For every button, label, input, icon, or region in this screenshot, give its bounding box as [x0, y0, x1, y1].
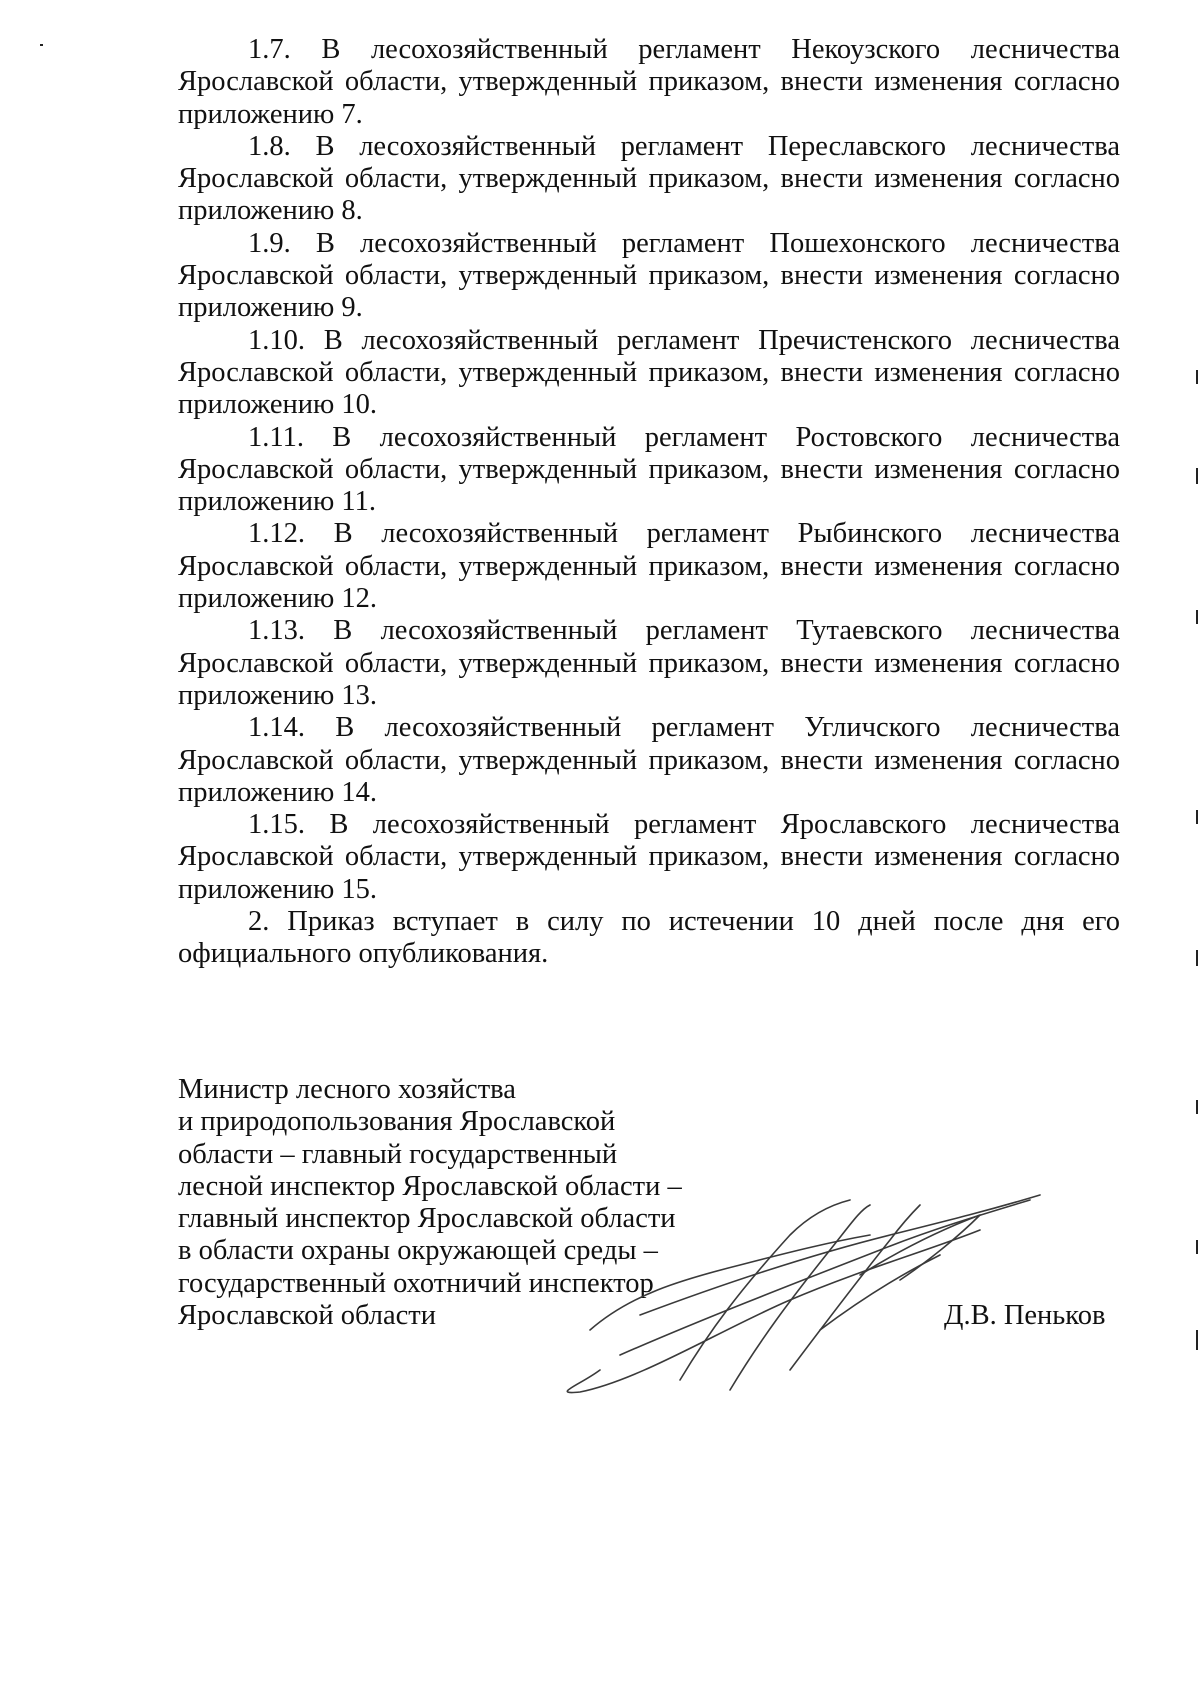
scan-mark [1196, 1100, 1198, 1114]
signature-stroke [640, 1195, 1040, 1315]
paragraph-1-13: 1.13. В лесохозяйственный регламент Тутаевского лесничества Ярославской области, утвержденный приказом, внести изменения согласно приложению 13. [178, 615, 1120, 711]
signature-stroke [790, 1205, 920, 1370]
signatory-title-line: государственный охотничий инспектор [178, 1267, 654, 1299]
signature-stroke [860, 1215, 980, 1280]
signatory-title-line: и природопользования Ярославской [178, 1106, 616, 1138]
scan-mark [40, 44, 43, 46]
order-body [178, 34, 1120, 971]
paragraph-1-7: 1.7. В лесохозяйственный регламент Некоузского лесничества Ярославской области, утвержденный приказом, внести изменения согласно приложению 7. [178, 34, 1120, 130]
paragraph-1-12: 1.12. В лесохозяйственный регламент Рыбинского лесничества Ярославской области, утвержденный приказом, внести изменения согласно приложению 12. [178, 518, 1120, 615]
scan-mark [1196, 370, 1198, 384]
signatory-title-line: области – главный государственный [178, 1138, 618, 1170]
scan-mark [1196, 1240, 1198, 1254]
signatory-name: Д.В. Пеньков [944, 1300, 1106, 1331]
signatory-title-line: в области охраны окружающей среды – [178, 1235, 658, 1267]
signature-stroke [680, 1200, 850, 1380]
paragraph-1-8: 1.8. В лесохозяйственный регламент Переславского лесничества Ярославской области, утвержденный приказом, внести изменения согласно приложению 8. [178, 130, 1120, 227]
signature-stroke [730, 1205, 870, 1390]
paragraph-1-11: 1.11. В лесохозяйственный регламент Ростовского лесничества Ярославской области, утвержденный приказом, внести изменения согласно приложению 11. [178, 421, 1120, 518]
signatory-title-line: Министр лесного хозяйства [178, 1074, 516, 1105]
paragraph-1-9: 1.9. В лесохозяйственный регламент Пошехонского лесничества Ярославской области, утвержденный приказом, внести изменения согласно приложению 9. [178, 227, 1120, 324]
paragraph-2: 2. Приказ вступает в силу по истечении 10 дней после дня его официального опубликования. [178, 906, 1120, 970]
scan-mark [1196, 1330, 1198, 1350]
handwritten-signature [560, 1180, 1070, 1400]
paragraph-1-10: 1.10. В лесохозяйственный регламент Пречистенского лесничества Ярославской области, утвержденный приказом, внести изменения согласно приложению 10. [178, 324, 1120, 421]
paragraph-1-14: 1.14. В лесохозяйственный регламент Угличского лесничества Ярославской области, утвержденный приказом, внести изменения согласно приложению 14. [178, 712, 1120, 808]
scan-mark [1196, 810, 1198, 824]
paragraph-1-15: 1.15. В лесохозяйственный регламент Ярославского лесничества Ярославской области, утвержденный приказом, внести изменения согласно приложению 15. [178, 809, 1120, 905]
signatory-title-line: лесной инспектор Ярославской области – [178, 1170, 682, 1202]
scan-mark [1196, 610, 1198, 624]
signatory-title-line: главный инспектор Ярославской области [178, 1203, 676, 1235]
scan-mark [1196, 468, 1198, 484]
signatory-title-line: Ярославской области [178, 1300, 436, 1332]
scan-mark [1196, 950, 1198, 966]
